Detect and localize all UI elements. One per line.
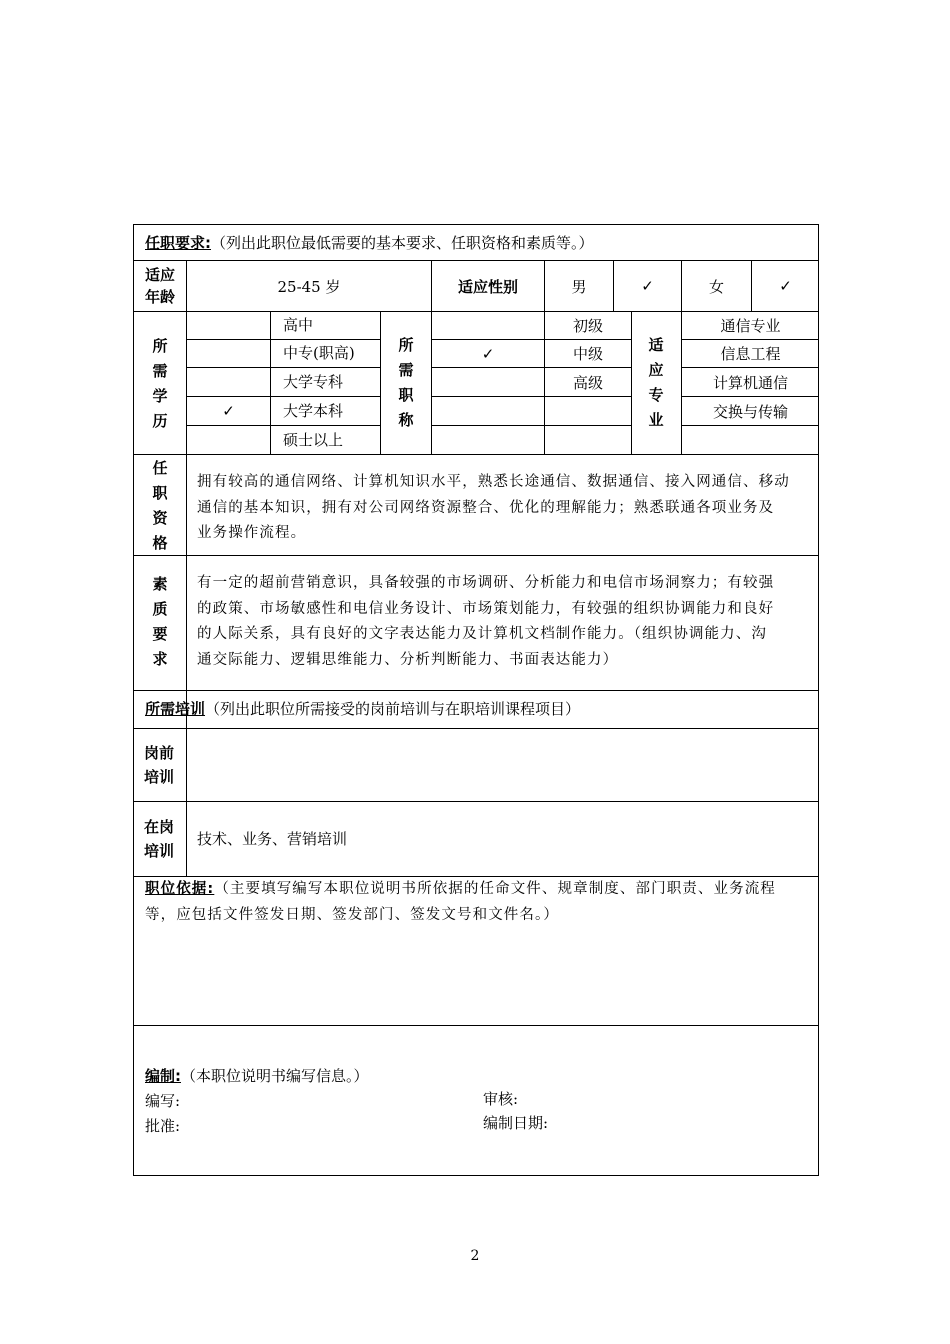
major-item: 通信专业 <box>720 317 781 335</box>
qualification-label: 任职资格 <box>152 459 168 552</box>
title-item: 高级 <box>572 373 603 392</box>
basis-section <box>145 877 776 928</box>
female-label: 女 <box>708 277 724 296</box>
row-divider <box>133 555 819 556</box>
education-check-3 <box>187 368 270 396</box>
compile-heading <box>145 1066 369 1086</box>
education-check-5 <box>187 426 270 454</box>
requirements-heading <box>145 233 594 253</box>
basis-line1: （主要填写编写本职位说明书所依据的任命文件、规章制度、部门职责、业务流程 <box>214 881 776 897</box>
pre-training-label: 岗前 培训 <box>144 744 175 786</box>
title-check-1 <box>432 312 544 339</box>
major-label: 适应专业 <box>648 336 664 429</box>
reviewer-field: 审核: <box>483 1090 519 1108</box>
title-label: 所需职称 <box>398 336 414 429</box>
training-note: （列出此职位所需接受的岗前培训与在职培训课程项目） <box>205 700 581 718</box>
education-label: 所需学历 <box>152 337 168 430</box>
row-divider <box>133 801 819 802</box>
female-checkmark: ✓ <box>779 277 792 295</box>
column-divider <box>270 311 271 454</box>
education-check-4: ✓ <box>222 402 235 420</box>
row-divider <box>133 728 819 729</box>
page-number: 2 <box>470 1248 480 1264</box>
compile-title: 编制: <box>145 1067 181 1085</box>
education-item: 中专(职高) <box>283 344 355 362</box>
major-item: 信息工程 <box>720 345 781 363</box>
writer-field: 编写: <box>145 1092 181 1110</box>
education-check-2 <box>187 340 270 367</box>
quality-text: 有一定的超前营销意识，具备较强的市场调研、分析能力和电信市场洞察力；有较强 的政策、市场敏感性和电信业务设计、市场策划能力，有较强的组织协调能力和良好 的人际关系，具有良好的文字表达能力及计算机文档制作能力。（组织协调能力、沟 通交际能力、逻辑思维能力、分析判断能力、书面表达能力） <box>197 575 775 668</box>
major-item: 计算机通信 <box>712 373 788 392</box>
title-item: 初级 <box>572 317 603 335</box>
education-item: 大学本科 <box>283 402 344 420</box>
title-check-2: ✓ <box>481 344 495 363</box>
training-title: 所需培训 <box>145 700 206 718</box>
title-check-5 <box>432 426 544 454</box>
education-item: 大学专科 <box>283 373 344 391</box>
basis-title: 职位依据: <box>145 881 215 897</box>
major-item: 交换与传输 <box>712 402 788 421</box>
qualification-text: 拥有较高的通信网络、计算机知识水平，熟悉长途通信、数据通信、接入网通信、移动 通信的基本知识，拥有对公司网络资源整合、优化的理解能力；熟悉联通各项业务及 业务操作流程。 <box>197 474 790 541</box>
training-heading <box>145 699 580 719</box>
age-label: 适应年龄 <box>144 266 175 306</box>
title-item: 中级 <box>572 345 603 363</box>
title-check-3 <box>432 368 544 396</box>
title-item <box>545 426 631 454</box>
education-check-1 <box>187 312 270 339</box>
education-item: 高中 <box>283 316 314 334</box>
age-value: 25-45 岁 <box>277 277 341 296</box>
gender-label: 适应性别 <box>457 277 518 296</box>
approver-field: 批准: <box>145 1117 181 1135</box>
row-divider <box>133 454 819 455</box>
title-item <box>545 397 631 425</box>
row-divider <box>133 690 819 691</box>
row-divider <box>133 1025 819 1026</box>
compile-note: （本职位说明书编写信息。） <box>181 1067 369 1085</box>
date-field: 编制日期: <box>483 1114 549 1132</box>
requirements-note: （列出此职位最低需要的基本要求、任职资格和素质等。） <box>211 234 594 252</box>
title-check-4 <box>432 397 544 425</box>
requirements-title: 任职要求: <box>145 234 211 252</box>
on-training-label: 在岗 培训 <box>144 818 175 860</box>
quality-label: 素质要求 <box>152 575 168 668</box>
basis-line2: 等，应包括文件签发日期、签发部门、签发文号和文件名。） <box>145 906 559 923</box>
male-checkmark: ✓ <box>641 277 654 295</box>
male-label: 男 <box>571 277 587 296</box>
on-training-value: 技术、业务、营销培训 <box>197 830 348 848</box>
major-item <box>682 426 819 454</box>
education-item: 硕士以上 <box>283 431 344 449</box>
column-divider <box>631 311 632 454</box>
column-divider <box>380 311 381 454</box>
